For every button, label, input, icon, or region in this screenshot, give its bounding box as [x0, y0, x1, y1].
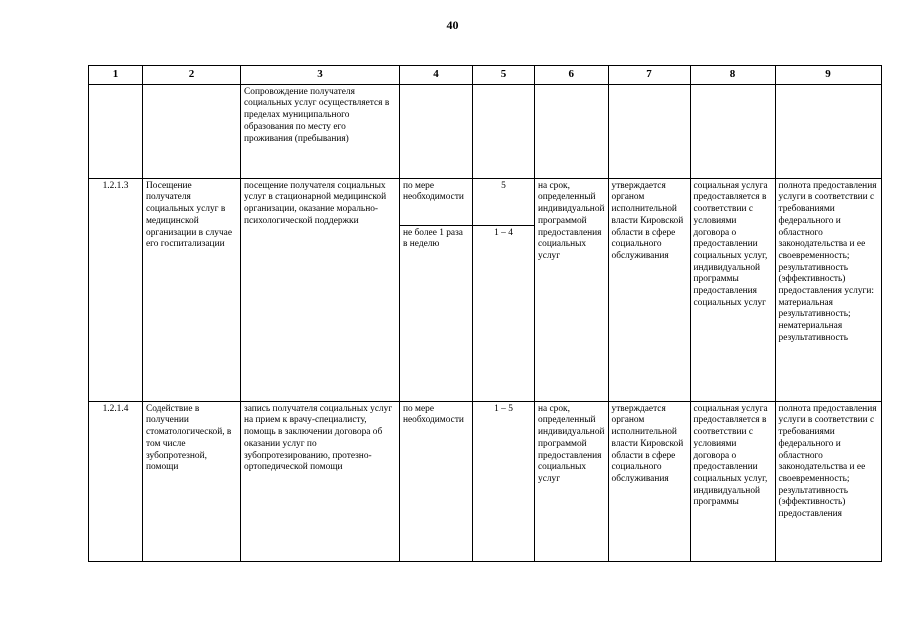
table-row-continuation: [89, 84, 882, 178]
header-col-5: 5: [473, 66, 535, 85]
header-col-3: 3: [241, 66, 400, 85]
cell-empty: [690, 84, 775, 178]
header-col-8: 8: [690, 66, 775, 85]
header-col-4: 4: [400, 66, 473, 85]
header-col-6: 6: [535, 66, 609, 85]
page-number: 40: [446, 18, 459, 32]
service-term: на срок, определенный индивидуальной программой предоставления социальных услуг: [535, 178, 609, 401]
service-frequency: не более 1 раза в неделю: [400, 225, 473, 401]
table-row-1214: [89, 401, 882, 561]
service-frequency: по мере необходимости: [400, 401, 473, 561]
header-col-9: 9: [775, 66, 881, 85]
service-name: Содействие в получении стоматологической, в том числе зубопротезной, помощи: [143, 401, 241, 561]
header-col-1: 1: [89, 66, 143, 85]
service-name: Посещение получателя социальных услуг в медицинской организации в случае его госпитализации: [143, 178, 241, 401]
cell-empty: [400, 84, 473, 178]
service-cost: утверждается органом исполнительной власти Кировской области в сфере социального обслуживания: [608, 178, 690, 401]
service-cost: утверждается органом исполнительной власти Кировской области в сфере социального обслуживания: [608, 401, 690, 561]
cell-empty: [143, 84, 241, 178]
cell-empty: [473, 84, 535, 178]
service-code: 1.2.1.4: [89, 401, 143, 561]
service-code: 1.2.1.3: [89, 178, 143, 401]
service-description: посещение получателя социальных услуг в стационарной медицинской организации, оказание морально-психологической поддержки: [241, 178, 400, 401]
table-row-1213-a: [89, 178, 882, 225]
services-table: [88, 65, 882, 562]
service-term: на срок, определенный индивидуальной программой предоставления социальных услуг: [535, 401, 609, 561]
service-indicators: полнота предоставления услуги в соответствии с требованиями федерального и областного законодательства и ее своевременность; результативность (эффективность) предоставления услуги: материальная результативность; нематериальная результативность: [775, 178, 881, 401]
cell-empty: [89, 84, 143, 178]
cell-empty: [535, 84, 609, 178]
service-conditions: социальная услуга предоставляется в соответствии с условиями договора о предоставлении социальных услуг, индивидуальной программы предоставления социальных услуг: [690, 178, 775, 401]
service-indicators: полнота предоставления услуги в соответствии с требованиями федерального и областного законодательства и ее своевременность; результативность (эффективность) предоставления: [775, 401, 881, 561]
service-volume: 5: [473, 178, 535, 225]
cell-empty: [775, 84, 881, 178]
header-col-7: 7: [608, 66, 690, 85]
service-volume: 1 – 4: [473, 225, 535, 401]
service-conditions: социальная услуга предоставляется в соответствии с условиями договора о предоставлении социальных услуг, индивидуальной программы: [690, 401, 775, 561]
continuation-description: Сопровождение получателя социальных услуг осуществляется в пределах муниципального образования по месту его проживания (пребывания): [241, 84, 400, 178]
header-row: [89, 66, 882, 85]
header-col-2: 2: [143, 66, 241, 85]
service-volume: 1 – 5: [473, 401, 535, 561]
service-description: запись получателя социальных услуг на прием к врачу-специалисту, помощь в заключении договора об оказании услуг по зубопротезированию, протезно-ортопедической помощи: [241, 401, 400, 561]
cell-empty: [608, 84, 690, 178]
service-frequency: по мере необходимости: [400, 178, 473, 225]
